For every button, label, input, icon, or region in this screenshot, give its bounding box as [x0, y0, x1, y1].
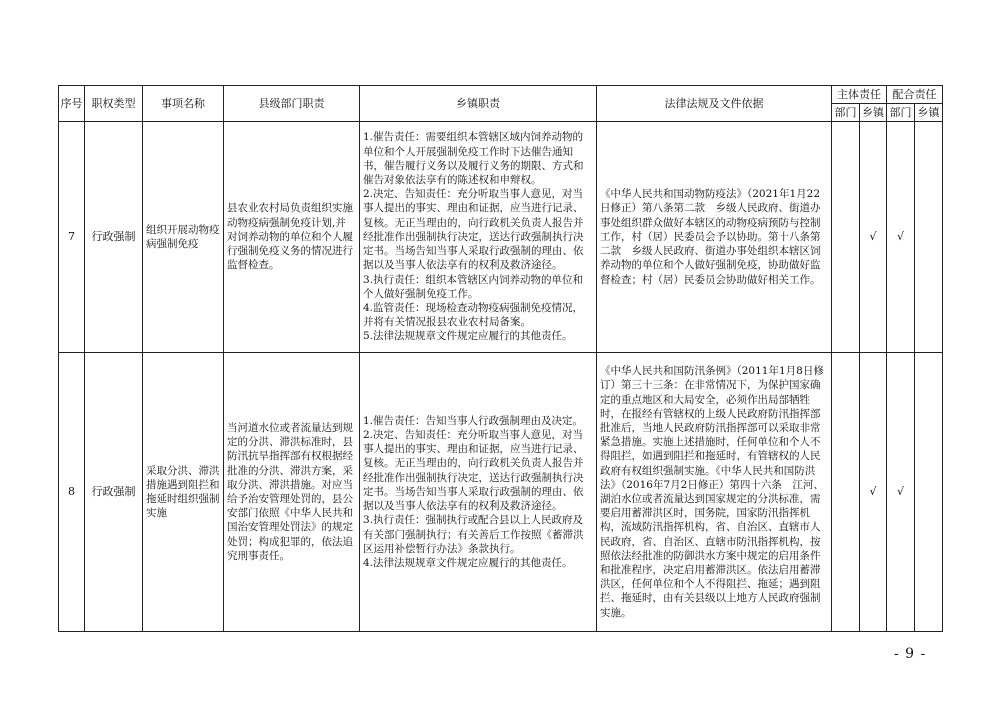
header-coop-dept: 部门: [887, 104, 915, 122]
duty-item: 4.监管责任：现场检查动物疫病强制免疫情况，并将有关情况报县农业农村局备案。: [363, 301, 584, 329]
row-town-duty: [360, 122, 597, 353]
header-main-resp: 主体责任: [832, 86, 887, 104]
responsibility-table: [58, 85, 943, 632]
duty-item: 2.决定、告知责任：充分听取当事人意见，对当事人提出的事实、理由和证据，应当进行记录、复核。无正当理由的，向行政机关负责人报告并经批准作出强制执行决定，送达行政强制执行决定书。当场告知当事人采取行政强制的理由、依据以及当事人依法享有的权利及救济途径。: [363, 188, 584, 272]
header-coop-resp: 配合责任: [887, 86, 943, 104]
table-row: [59, 353, 943, 632]
header-type: 职权类型: [85, 86, 143, 122]
check-main-town: √: [860, 353, 887, 632]
row-county-duty: 当河道水位或者流量达到规定的分洪、滞洪标准时，县防汛抗旱指挥部有权根据经批准的分洪、滞洪方案，采取分洪、滞洪措施。对应当给予治安管理处罚的，县公安部门依照《中华人民共和国治安管理处罚法》的规定处罚；构成犯罪的，依法追究刑事责任。: [224, 353, 360, 632]
row-law-basis: 《中华人民共和国防汛条例》（2011年1月8日修订）第三十三条：在非常情况下，为保护国家确定的重点地区和大局安全，必须作出局部牺牲时，在报经有管辖权的上级人民政府防汛指挥部批准后，当地人民政府防汛指挥部可以采取非常紧急措施。实施上述措施时，任何单位和个人不得阻拦，如遇到阻拦和拖延时，有管辖权的人民政府有权组织强制实施。《中华人民共和国防洪法》（2016年7月2日修正）第四十六条 江河、湖泊水位或者流量达到国家规定的分洪标准，需要启用蓄滞洪区时，国务院，国家防汛指挥机构，流域防汛指挥机构，省、自治区、直辖市人民政府，省、自治区、直辖市防汛指挥机构，按照依法经批准的防御洪水方案中规定的启用条件和批准程序，决定启用蓄滞洪区。依法启用蓄滞洪区，任何单位和个人不得阻拦、拖延；遇到阻拦、拖延时，由有关县级以上地方人民政府强制实施。: [597, 353, 832, 632]
responsibility-table-sheet: [58, 85, 942, 631]
header-law: 法律法规及文件依据: [597, 86, 832, 122]
header-county-duty: 县级部门职责: [224, 86, 360, 122]
check-coop-dept: √: [887, 353, 915, 632]
row-type: 行政强制: [85, 122, 143, 353]
duty-item: 3.执行责任：组织本管辖区内饲养动物的单位和个人做好强制免疫工作。: [363, 273, 584, 300]
row-type: 行政强制: [85, 353, 143, 632]
row-seq: 7: [59, 122, 85, 353]
row-seq: 8: [59, 353, 85, 632]
header-main-town: 乡镇: [860, 104, 887, 122]
header-main-dept: 部门: [832, 104, 860, 122]
duty-item: 5.法律法规规章文件规定应履行的其他责任。: [363, 330, 573, 343]
check-main-town: √: [860, 122, 887, 353]
row-item-name: 组织开展动物疫病强制免疫: [143, 122, 224, 353]
header-name: 事项名称: [143, 86, 224, 122]
page-number: - 9 -: [894, 646, 927, 662]
check-coop-town: [915, 353, 943, 632]
check-coop-town: [915, 122, 943, 353]
row-law-basis: 《中华人民共和国动物防疫法》（2021年1月22日修正）第八条第二款 乡级人民政府、街道办事处组织群众做好本辖区的动物疫病预防与控制工作，村（居）民委员会予以协助。第十八条第二款 乡级人民政府、街道办事处组织本辖区饲养动物的单位和个人做好强制免疫，协助做好监督检查；村（居）民委员会协助做好相关工作。: [597, 122, 832, 353]
header-coop-town: 乡镇: [915, 104, 943, 122]
row-county-duty: 县农业农村局负责组织实施动物疫病强制免疫计划,并对饲养动物的单位和个人履行强制免疫义务的情况进行监督检查。: [224, 122, 360, 353]
duty-item: 3.执行责任：强制执行或配合县以上人民政府及有关部门强制执行；有关善后工作按照《蓄滞洪区运用补偿暂行办法》条款执行。: [363, 514, 584, 555]
header-seq: 序号: [59, 86, 85, 122]
duty-item: 4.法律法规规章文件规定应履行的其他责任。: [363, 556, 573, 569]
check-coop-dept: √: [887, 122, 915, 353]
row-item-name: 采取分洪、滞洪措施遇到阻拦和拖延时组织强制实施: [143, 353, 224, 632]
duty-item: 1.催告责任：告知当事人行政强制理由及决定。: [363, 414, 584, 427]
row-town-duty: [360, 353, 597, 632]
duty-item: 1.催告责任：需要组织本管辖区域内饲养动物的单位和个人开展强制免疫工作时下达催告通知书，催告履行义务以及履行义务的期限、方式和催告对象依法享有的陈述权和申辩权。: [363, 131, 584, 187]
header-town-duty: 乡镇职责: [360, 86, 597, 122]
check-main-dept: [832, 353, 860, 632]
check-main-dept: [832, 122, 860, 353]
header-row-1: [59, 86, 943, 104]
duty-item: 2.决定、告知责任：充分听取当事人意见，对当事人提出的事实、理由和证据，应当进行记录、复核。无正当理由的，向行政机关负责人报告并经批准作出强制执行决定，送达行政强制执行决定书。当场告知当事人采取行政强制的理由、依据以及当事人依法享有的权利及救济途径。: [363, 429, 584, 513]
table-row: [59, 122, 943, 353]
